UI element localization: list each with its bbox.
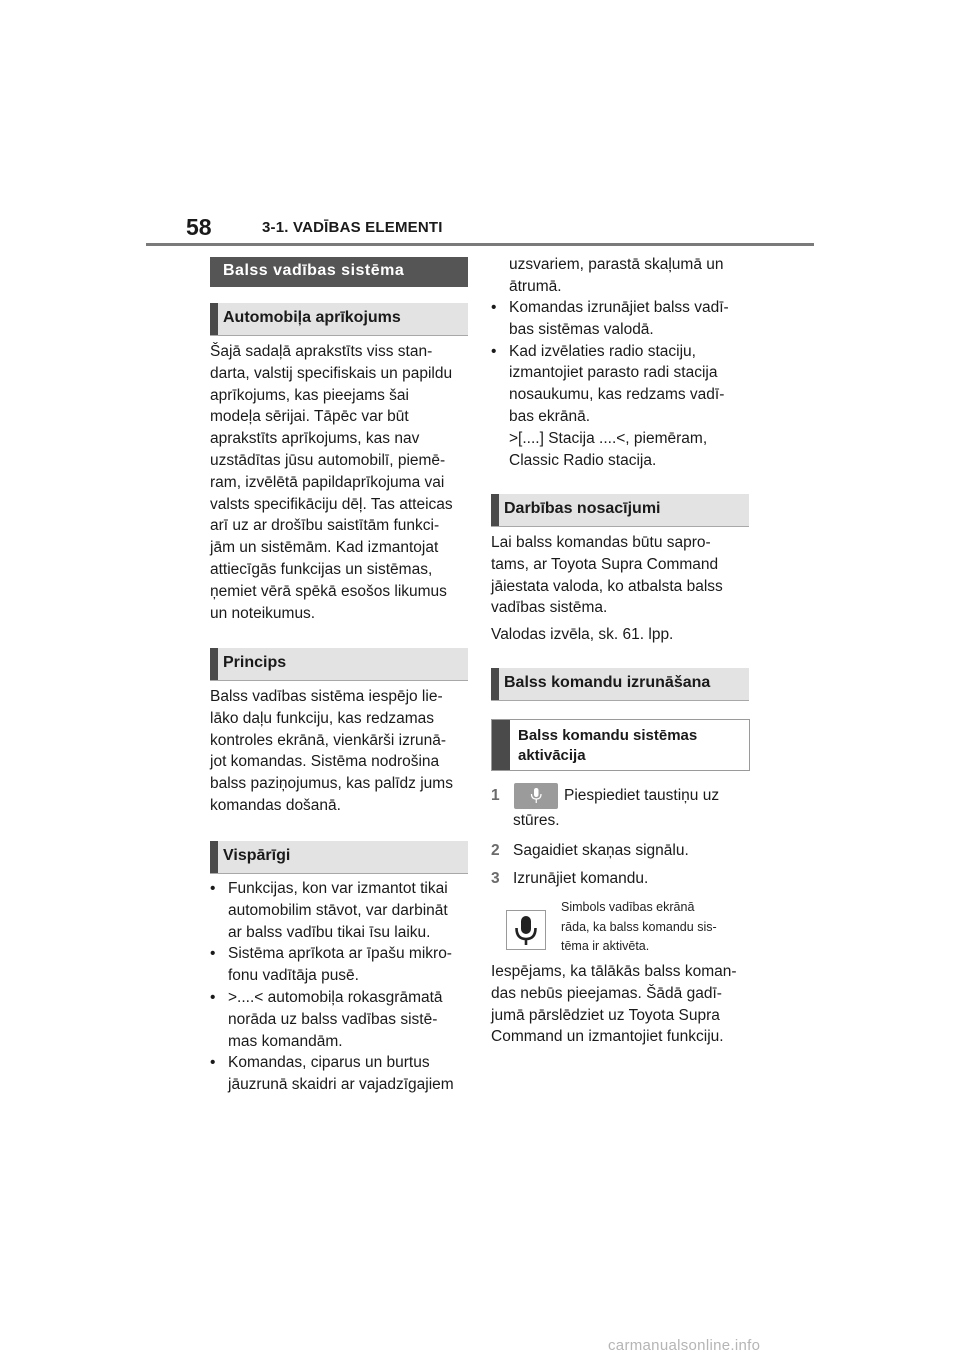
- microphone-icon: [507, 911, 545, 949]
- conditions-heading-label: Darbības nosacījumi: [504, 500, 661, 517]
- step-number: 3: [491, 870, 500, 887]
- step-text: Izrunājiet komandu.: [513, 870, 649, 887]
- text-line: lāko daļu funkciju, kas redzamas: [210, 709, 435, 727]
- final-paragraph: [491, 961, 737, 1048]
- text-line: Lai balss komandas būtu sapro-: [491, 534, 711, 551]
- step-text: Sagaidiet skaņas signālu.: [513, 842, 689, 859]
- text-line: fonu vadītāja pusē.: [228, 967, 359, 985]
- text-line: jumā pārslēdziet uz Toyota Supra: [491, 1006, 720, 1024]
- step-number: 2: [491, 842, 500, 859]
- bullet-icon: •: [491, 299, 497, 316]
- text-line: Command un izmantojiet funkciju.: [491, 1028, 724, 1046]
- text-line: aprakstīts aprīkojums, kas nav: [210, 430, 420, 448]
- text-line: Komandas izrunājiet balss vadī-: [509, 299, 729, 316]
- text-line: ram, izvēlētā papildaprīkojuma vai: [210, 473, 445, 491]
- text-line: modeļa sērijai. Tāpēc var būt: [210, 408, 409, 426]
- text-line: >....< automobiļa rokasgrāmatā: [228, 988, 443, 1006]
- list-item: [491, 341, 749, 472]
- bullet-icon: •: [210, 945, 216, 963]
- conditions-paragraph: [491, 532, 723, 619]
- bullet-icon: •: [210, 880, 216, 897]
- text-line: Sistēma aprīkota ar īpašu mikro-: [228, 945, 452, 963]
- text-line: Simbols vadības ekrānā: [561, 900, 695, 914]
- activation-subheading: [491, 719, 750, 771]
- text-line: automobilim stāvot, var darbināt: [228, 901, 448, 919]
- page-number: 58: [186, 214, 212, 240]
- conditions-heading: [491, 494, 749, 527]
- step-number: 1: [491, 787, 500, 804]
- principle-heading-label: Princips: [223, 654, 287, 671]
- bullet-icon: •: [491, 342, 497, 360]
- text-line: darta, valstij specifiskais un papildu: [210, 364, 453, 382]
- screen-symbol: [506, 910, 546, 950]
- text-line: kontroles ekrānā, vienkārši izrunā-: [210, 731, 447, 749]
- text-line: uzstādītas jūsu automobilī, piemē-: [210, 451, 446, 469]
- list-item: [210, 878, 468, 943]
- step-text: stūres.: [513, 812, 560, 829]
- text-line: Kad izvēlaties radio staciju,: [509, 342, 696, 360]
- text-line: jām un sistēmām. Kad izmantojat: [210, 539, 439, 557]
- text-line: ātrumā.: [509, 277, 562, 295]
- text-line: Komandas, ciparus un burtus: [228, 1054, 430, 1072]
- heading-tab: [491, 494, 499, 526]
- list-item: [491, 297, 749, 341]
- bullet-icon: •: [210, 1054, 216, 1072]
- text-line: das nebūs pieejamas. Šādā gadī-: [491, 984, 722, 1002]
- text-line: attiecīgās funkcijas un sistēmas,: [210, 560, 433, 578]
- text-line: balss paziņojumus, kas palīdz jums: [210, 775, 453, 793]
- general-heading: [210, 841, 468, 874]
- main-heading: [210, 257, 468, 287]
- text-line: >[....] Stacija ....<, piemēram,: [509, 429, 708, 447]
- text-line: un noteikumus.: [210, 604, 316, 622]
- text-line: aprīkojums, kas pieejams šai: [210, 386, 409, 404]
- heading-tab: [210, 648, 218, 680]
- equipment-heading-label: Automobiļa aprīkojums: [223, 309, 401, 326]
- text-line: norāda uz balss vadības sistē-: [228, 1010, 438, 1028]
- speaking-heading-label: Balss komandu izrunāšana: [504, 674, 711, 691]
- text-line: Funkcijas, kon var izmantot tikai: [228, 880, 448, 897]
- general-heading-label: Vispārīgi: [223, 847, 291, 864]
- text-line: Classic Radio stacija.: [509, 451, 657, 469]
- text-line: Balss komandu sistēmas: [518, 727, 698, 744]
- bullet-icon: •: [210, 988, 216, 1006]
- text-line: rāda, ka balss komandu sis-: [561, 919, 717, 934]
- heading-tab: [491, 668, 499, 700]
- text-line: izmantojiet parasto radi stacija: [509, 364, 718, 382]
- equipment-paragraph: [210, 341, 453, 624]
- header-divider: [146, 243, 814, 246]
- text-line: vadības sistēma.: [491, 599, 608, 617]
- text-line: ņemiet vērā spēkā esošos likumus: [210, 582, 447, 600]
- steering-voice-button: [514, 783, 558, 809]
- equipment-heading: [210, 303, 468, 336]
- text-line: mas komandām.: [228, 1032, 343, 1050]
- text-line: komandas došanā.: [210, 796, 341, 814]
- principle-heading: [210, 648, 468, 681]
- text-line: jāuzrunā skaidri ar vajadzīgajiem: [228, 1076, 454, 1094]
- text-line: ar balss vadību tikai īsu laiku.: [228, 923, 431, 941]
- microphone-icon: [514, 783, 558, 809]
- heading-tab: [210, 303, 218, 335]
- text-line: tams, ar Toyota Supra Command: [491, 555, 719, 573]
- text-line: bas ekrānā.: [509, 407, 590, 425]
- watermark: carmanualsonline.info: [608, 1337, 761, 1354]
- text-line: aktivācija: [518, 747, 586, 764]
- text-line: jāiestata valoda, ko atbalsta balss: [491, 577, 723, 595]
- speaking-heading: [491, 668, 749, 701]
- section-title: 3-1. VADĪBAS ELEMENTI: [262, 219, 443, 236]
- text-line: tēma ir aktivēta.: [561, 939, 650, 953]
- list-item: [210, 987, 468, 1052]
- list-item: [210, 1052, 468, 1096]
- principle-paragraph: [210, 686, 453, 817]
- step-text: Piespiediet taustiņu uz: [564, 787, 720, 804]
- continued-text: [509, 254, 724, 298]
- text-line: valsts specifikāciju dēļ. Tas atteicas: [210, 495, 453, 513]
- general-bullet-list: [210, 878, 468, 1096]
- text-line: uzsvariem, parastā skaļumā un: [509, 256, 724, 273]
- symbol-note: [561, 898, 717, 957]
- heading-tab: [210, 841, 218, 873]
- page-reference: Valodas izvēla, sk. 61. lpp.: [491, 626, 674, 643]
- activation-subheading-label: [518, 726, 742, 766]
- text-line: bas sistēmas valodā.: [509, 320, 654, 338]
- text-line: arī uz ar drošību saistītām funkci-: [210, 517, 440, 535]
- right-bullet-list: [491, 297, 749, 471]
- main-heading-label: Balss vadības sistēma: [223, 262, 405, 279]
- heading-tab: [492, 720, 510, 770]
- text-line: Šajā sadaļā aprakstīts viss stan-: [210, 343, 433, 360]
- list-item: [210, 943, 468, 987]
- text-line: Balss vadības sistēma iespējo lie-: [210, 688, 443, 705]
- text-line: jot komandas. Sistēma nodrošina: [210, 753, 440, 771]
- text-line: Iespējams, ka tālākās balss koman-: [491, 963, 737, 980]
- text-line: nosaukumu, kas redzams vadī-: [509, 386, 725, 404]
